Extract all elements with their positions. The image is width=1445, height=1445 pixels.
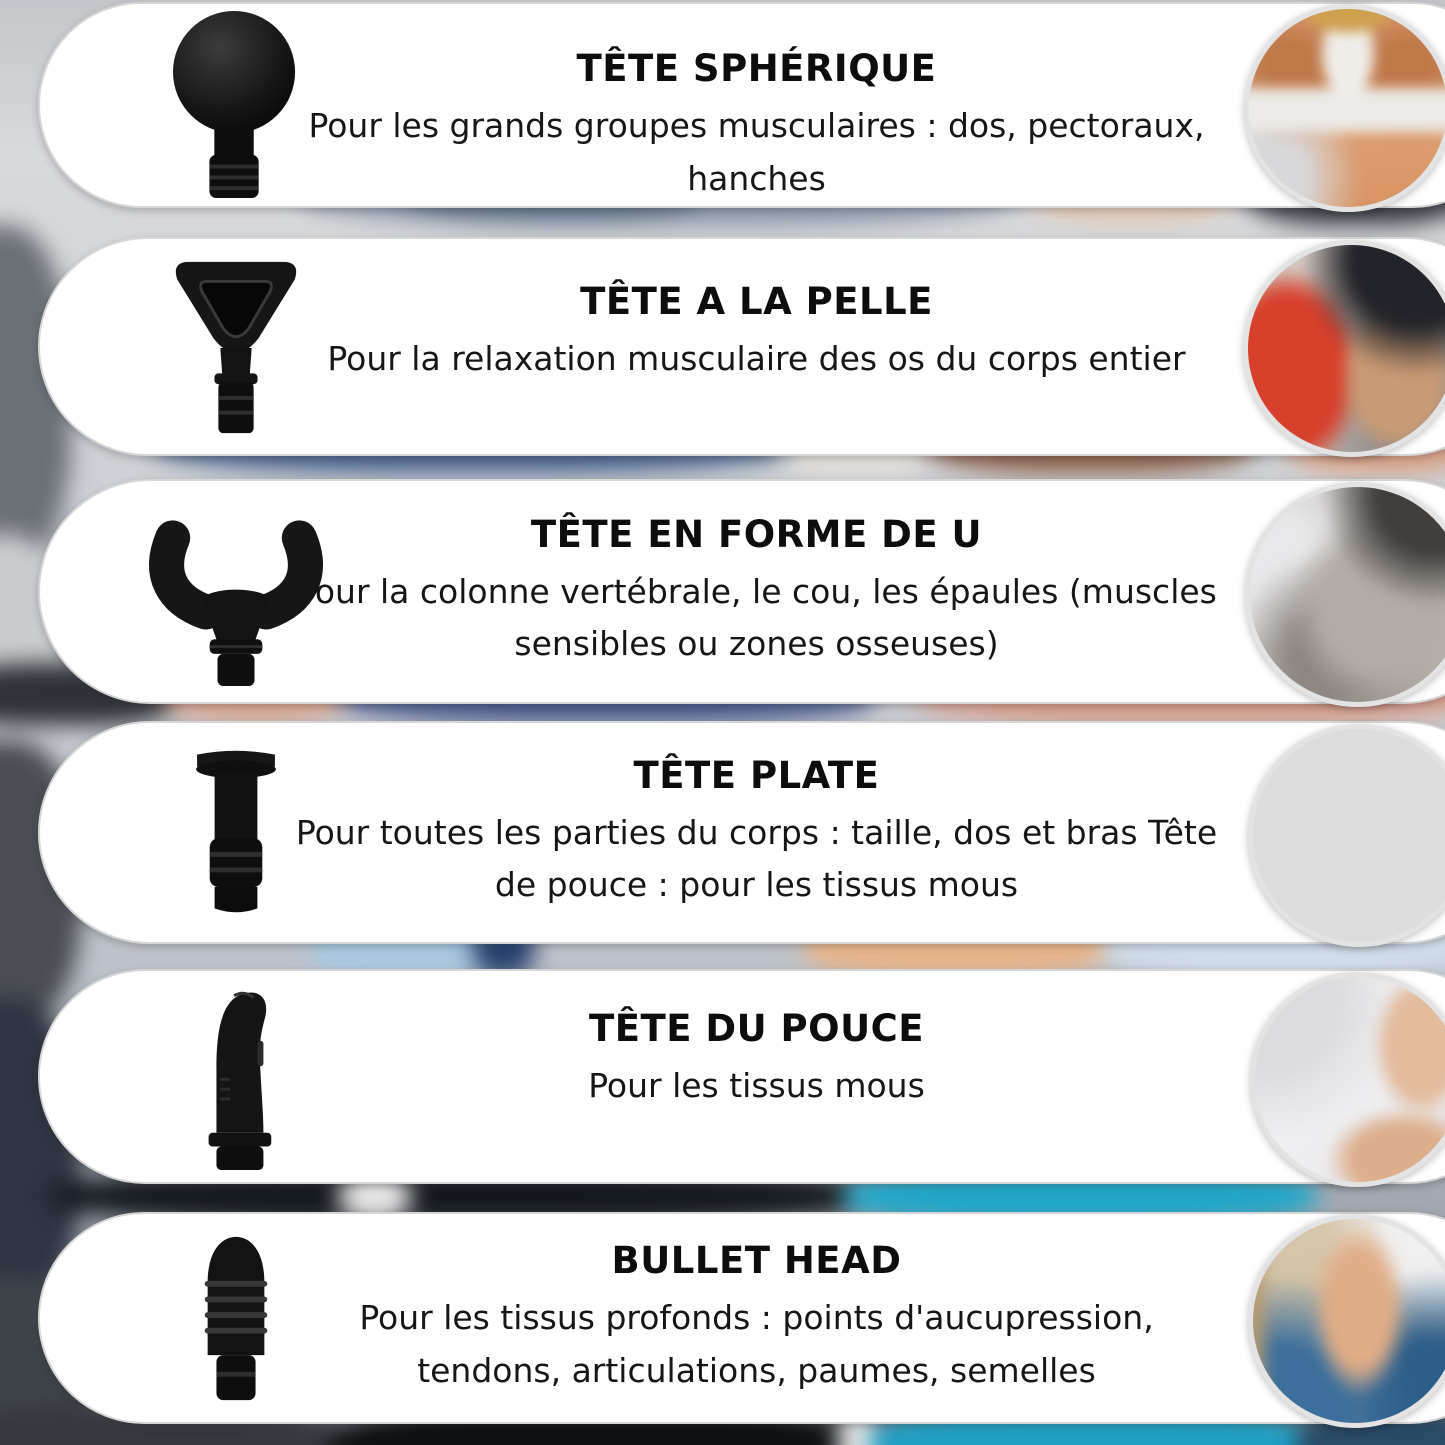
head-title: TÊTE PLATE [633, 753, 880, 797]
abs-torso-photo [1248, 724, 1445, 947]
head-row-plate [38, 721, 1445, 944]
man-back-neck-photo [1245, 482, 1445, 707]
head-title: TÊTE A LA PELLE [580, 279, 933, 323]
head-row-bullet [38, 1212, 1445, 1424]
head-text [290, 1214, 1223, 1422]
head-text [290, 723, 1223, 942]
head-description: Pour les grands groupes musculaires : dos, pectoraux, hanches [308, 106, 1205, 198]
head-title: TÊTE SPHÉRIQUE [576, 47, 937, 91]
head-description: Pour la relaxation musculaire des os du corps entier [327, 338, 1186, 378]
head-row-spherique [38, 2, 1445, 208]
head-row-pelle [38, 237, 1445, 456]
head-title: BULLET HEAD [611, 1239, 902, 1283]
head-description: Pour toutes les parties du corps : taille, dos et bras Tête de pouce : pour les tissus mous [295, 812, 1218, 904]
head-text [290, 239, 1223, 454]
head-text [290, 971, 1223, 1182]
head-text [290, 481, 1223, 702]
man-red-tank-dumbbell-photo [1243, 240, 1445, 457]
head-text [290, 4, 1223, 206]
head-title: TÊTE EN FORME DE U [530, 512, 983, 556]
woman-back-muscles-photo [1244, 4, 1445, 212]
head-title: TÊTE DU POUCE [588, 1006, 925, 1050]
head-row-forme-u [38, 479, 1445, 704]
head-row-pouce [38, 969, 1445, 1184]
head-description: Pour les tissus profonds : points d'aucupression, tendons, articulations, paumes, semelles [359, 1298, 1154, 1390]
head-description: Pour la colonne vertébrale, le cou, les épaules (muscles sensibles ou zones osseuses) [296, 571, 1217, 663]
foot-heel-massage-photo [1248, 1214, 1445, 1428]
head-description: Pour les tissus mous [588, 1065, 925, 1105]
hand-fingers-photo [1250, 972, 1445, 1187]
